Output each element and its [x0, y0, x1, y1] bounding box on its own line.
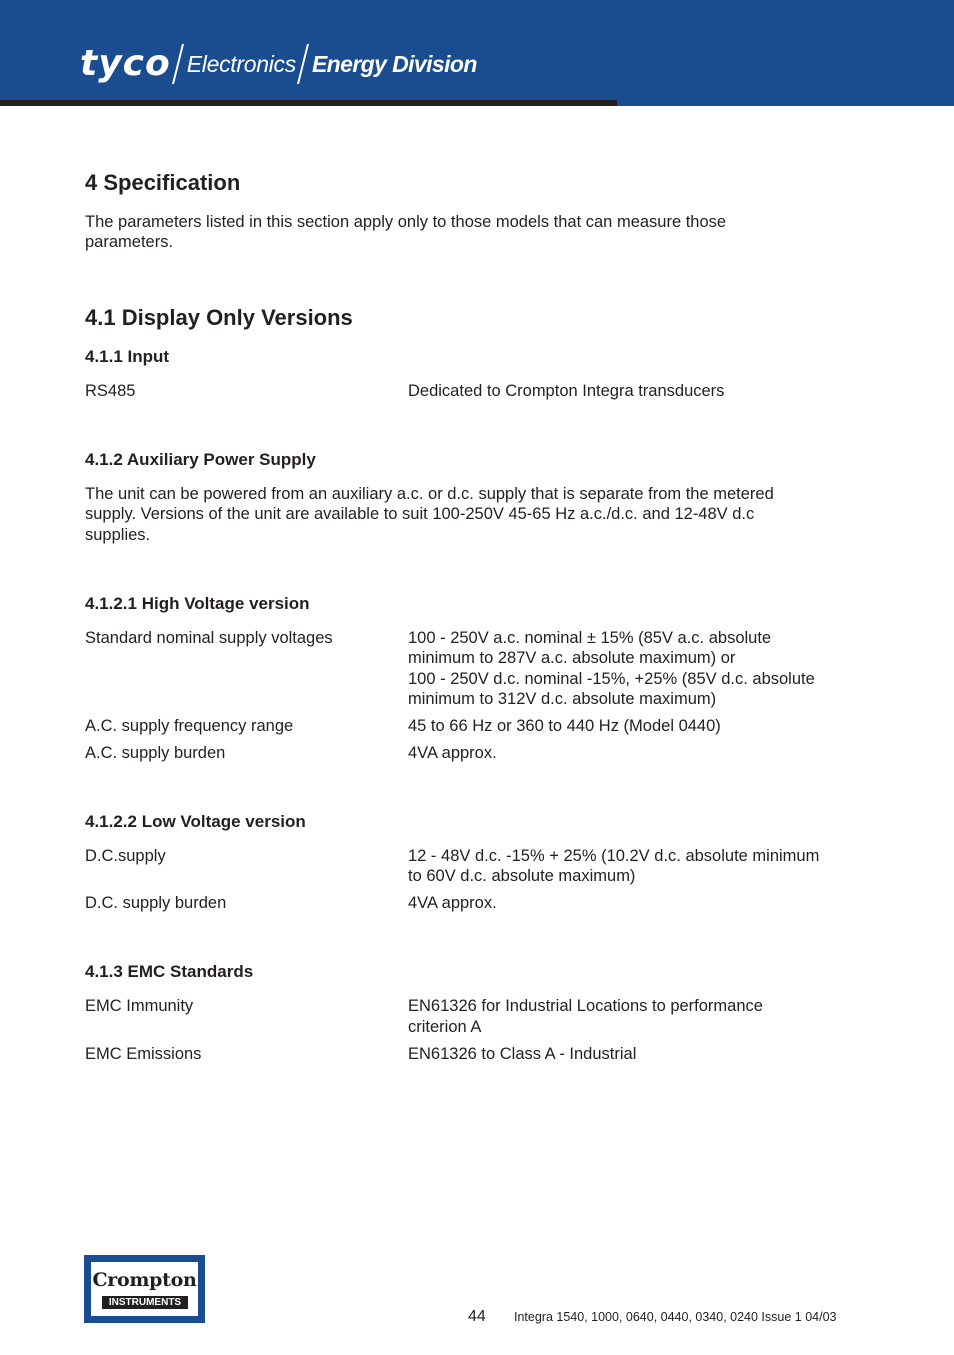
crompton-logo: [84, 1255, 205, 1323]
high-voltage-heading: 4.1.2.1 High Voltage version: [85, 594, 310, 613]
intro-line-2: parameters.: [85, 233, 174, 251]
input-heading: 4.1.1 Input: [85, 347, 170, 366]
spec-value: 12 - 48V d.c. -15% + 25% (10.2V d.c. absolute minimum: [408, 847, 820, 865]
spec-value: EN61326 to Class A - Industrial: [408, 1045, 637, 1063]
aux-text-line-2: supply. Versions of the unit are available to suit 100-250V 45-65 Hz a.c./d.c. and 12-48V d.c: [85, 505, 755, 523]
low-voltage-heading: 4.1.2.2 Low Voltage version: [85, 812, 306, 831]
electronics-label: Electronics: [186, 50, 296, 77]
header-rule: [0, 100, 617, 106]
spec-label: D.C. supply burden: [85, 894, 227, 912]
spec-value: 4VA approx.: [408, 744, 497, 762]
spec-value: criterion A: [408, 1018, 482, 1036]
tyco-wordmark: tyco: [80, 43, 171, 84]
emc-heading: 4.1.3 EMC Standards: [85, 962, 254, 981]
spec-label: RS485: [85, 382, 136, 400]
spec-value: minimum to 312V d.c. absolute maximum): [408, 690, 717, 708]
spec-label: Standard nominal supply voltages: [85, 629, 333, 647]
spec-value: 100 - 250V a.c. nominal ± 15% (85V a.c. absolute: [408, 629, 772, 647]
section-title: 4 Specification: [85, 170, 241, 195]
crompton-wordmark: Crompton: [92, 1269, 197, 1291]
spec-value: 45 to 66 Hz or 360 to 440 Hz (Model 0440): [408, 717, 721, 735]
spec-value: Dedicated to Crompton Integra transducers: [408, 382, 725, 400]
spec-label: EMC Immunity: [85, 997, 194, 1015]
logo-divider: [297, 44, 309, 84]
logo-divider: [172, 44, 184, 84]
crompton-logo-panel: [91, 1262, 198, 1316]
aux-text-line-3: supplies.: [85, 526, 151, 544]
spec-label: EMC Emissions: [85, 1045, 202, 1063]
spec-value: to 60V d.c. absolute maximum): [408, 867, 636, 885]
spec-label: A.C. supply frequency range: [85, 717, 294, 735]
aux-text-line-1: The unit can be powered from an auxiliary a.c. or d.c. supply that is separate from the metered: [85, 485, 774, 503]
spec-label: D.C.supply: [85, 847, 166, 865]
brand-logo: [80, 42, 477, 86]
division-label: Energy Division: [311, 50, 477, 77]
spec-value: minimum to 287V a.c. absolute maximum) or: [408, 649, 736, 667]
instruments-strip: INSTRUMENTS: [102, 1296, 188, 1309]
aux-heading: 4.1.2 Auxiliary Power Supply: [85, 450, 316, 469]
subsection-title: 4.1 Display Only Versions: [85, 305, 353, 330]
spec-value: 100 - 250V d.c. nominal -15%, +25% (85V d.c. absolute: [408, 670, 815, 688]
document-info: Integra 1540, 1000, 0640, 0440, 0340, 0240 Issue 1 04/03: [514, 1310, 837, 1324]
header-band: [0, 0, 954, 106]
spec-value: 4VA approx.: [408, 894, 497, 912]
spec-label: A.C. supply burden: [85, 744, 226, 762]
intro-line-1: The parameters listed in this section apply only to those models that can measure those: [85, 213, 727, 231]
spec-value: EN61326 for Industrial Locations to performance: [408, 997, 763, 1015]
page-number: 44: [468, 1308, 486, 1325]
